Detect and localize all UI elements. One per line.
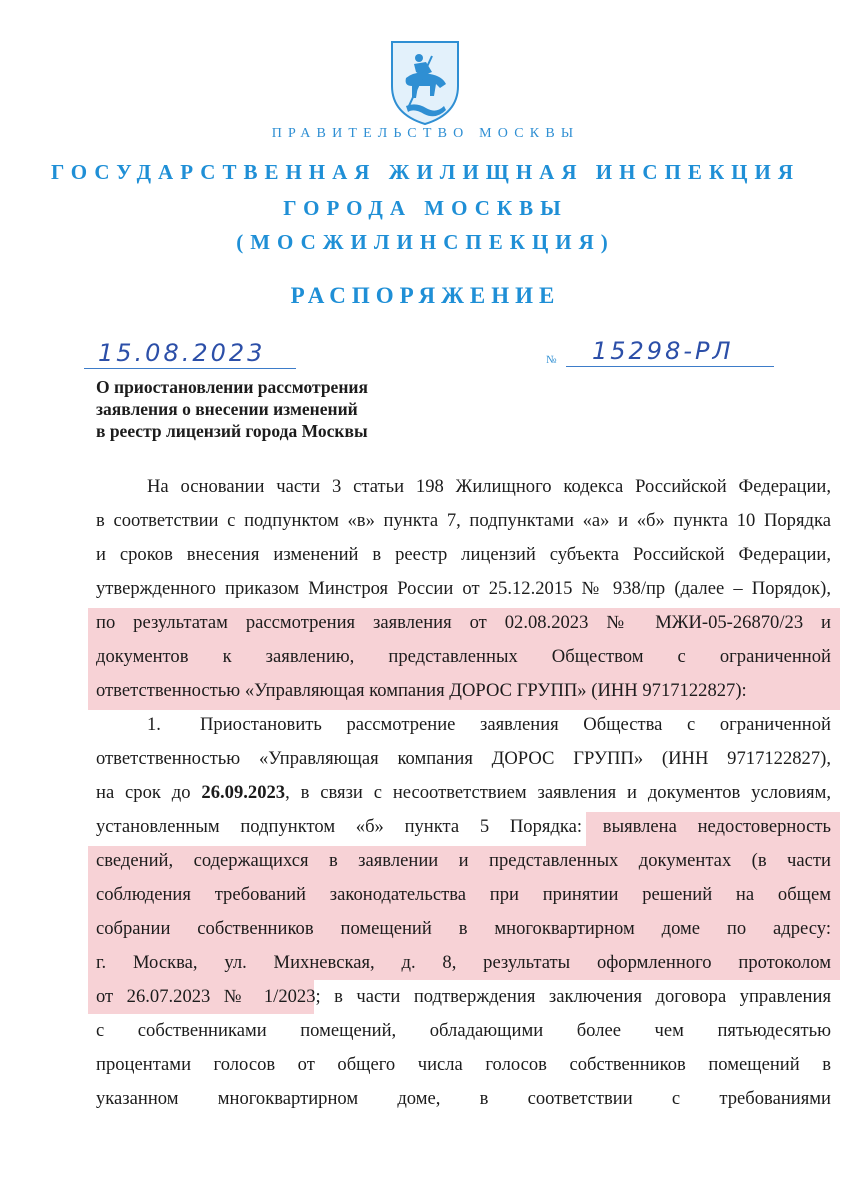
document-type-title: РАСПОРЯЖЕНИЕ xyxy=(290,283,561,308)
paragraph-line: собрании собственников помещений в многоквартирном доме по адресу: xyxy=(96,918,831,939)
deadline-date: 26.09.2023 xyxy=(201,782,286,803)
paragraph-line: с собственниками помещений, обладающими более чем пятьюдесятью xyxy=(96,1020,831,1041)
number-underline xyxy=(566,366,774,367)
paragraph-line: процентами голосов от общего числа голосов собственников помещений в xyxy=(96,1054,831,1075)
subject-line: заявления о внесении изменений xyxy=(96,399,358,419)
paragraph-line: по результатам рассмотрения заявления от 02.08.2023 № МЖИ-05-26870/23 и xyxy=(96,612,831,633)
moscow-coat-of-arms-icon xyxy=(386,38,464,126)
paragraph-line: ответственностью «Управляющая компания ДОРОС ГРУПП» (ИНН 9717122827), xyxy=(96,748,831,769)
paragraph-line xyxy=(96,980,831,1014)
paragraph-line xyxy=(96,810,831,844)
paragraph-line: сведений, содержащихся в заявлении и представленных документах (в части xyxy=(96,850,831,871)
paragraph-line: соблюдения требований законодательства при принятии решений на общем xyxy=(96,884,831,905)
government-name: ПРАВИТЕЛЬСТВО МОСКВЫ xyxy=(271,126,580,141)
subject-line: в реестр лицензий города Москвы xyxy=(96,421,368,441)
agency-name-line2: ГОРОДА МОСКВЫ xyxy=(283,196,568,220)
paragraph-line: Приостановить рассмотрение заявления Общества с ограниченной xyxy=(200,714,831,735)
paragraph-line xyxy=(96,776,831,810)
paragraph-line: На основании части 3 статьи 198 Жилищного кодекса Российской Федерации, xyxy=(147,476,831,497)
highlighted-text: от 26.07.2023 № 1/2023; xyxy=(96,986,321,1007)
subject-heading xyxy=(96,376,436,442)
paragraph-line: и сроков внесения изменений в реестр лицензий субъекта Российской Федерации, xyxy=(96,544,831,565)
paragraph-line: г. Москва, ул. Михневская, д. 8, результаты оформленного протоколом xyxy=(96,952,831,973)
text-span: , в связи с несоответствием заявления и документов условиям, xyxy=(285,782,832,803)
subject-line: О приостановлении рассмотрения xyxy=(96,377,368,397)
paragraph-line: указанном многоквартирном доме, в соответствии с требованиями xyxy=(96,1088,831,1109)
paragraph-line: ответственностью «Управляющая компания ДОРОС ГРУПП» (ИНН 9717122827): xyxy=(96,680,747,701)
agency-name-line3: (МОСЖИЛИНСПЕКЦИЯ) xyxy=(236,230,615,254)
item-number: 1. xyxy=(147,714,161,735)
order-date: 15.08.2023 xyxy=(98,339,266,367)
number-sign: № xyxy=(546,354,557,366)
text-span: установленным подпунктом «б» пункта 5 Порядка: xyxy=(96,816,603,837)
date-underline xyxy=(84,368,296,369)
agency-name-line1: ГОСУДАРСТВЕННАЯ ЖИЛИЩНАЯ ИНСПЕКЦИЯ xyxy=(50,160,801,184)
text-span: на срок до xyxy=(96,782,202,803)
highlighted-text: выявлена недостоверность xyxy=(602,816,831,837)
paragraph-line: утвержденного приказом Минстроя России от 25.12.2015 № 938/пр (далее – Порядок), xyxy=(96,578,831,599)
paragraph-line: в соответствии с подпунктом «в» пункта 7, подпунктами «а» и «б» пункта 10 Порядка xyxy=(96,510,831,531)
order-number: 15298-РЛ xyxy=(592,337,734,365)
paragraph-line: документов к заявлению, представленных Обществом с ограниченной xyxy=(96,646,831,667)
text-span: в части подтверждения заключения договора управления xyxy=(320,986,831,1007)
